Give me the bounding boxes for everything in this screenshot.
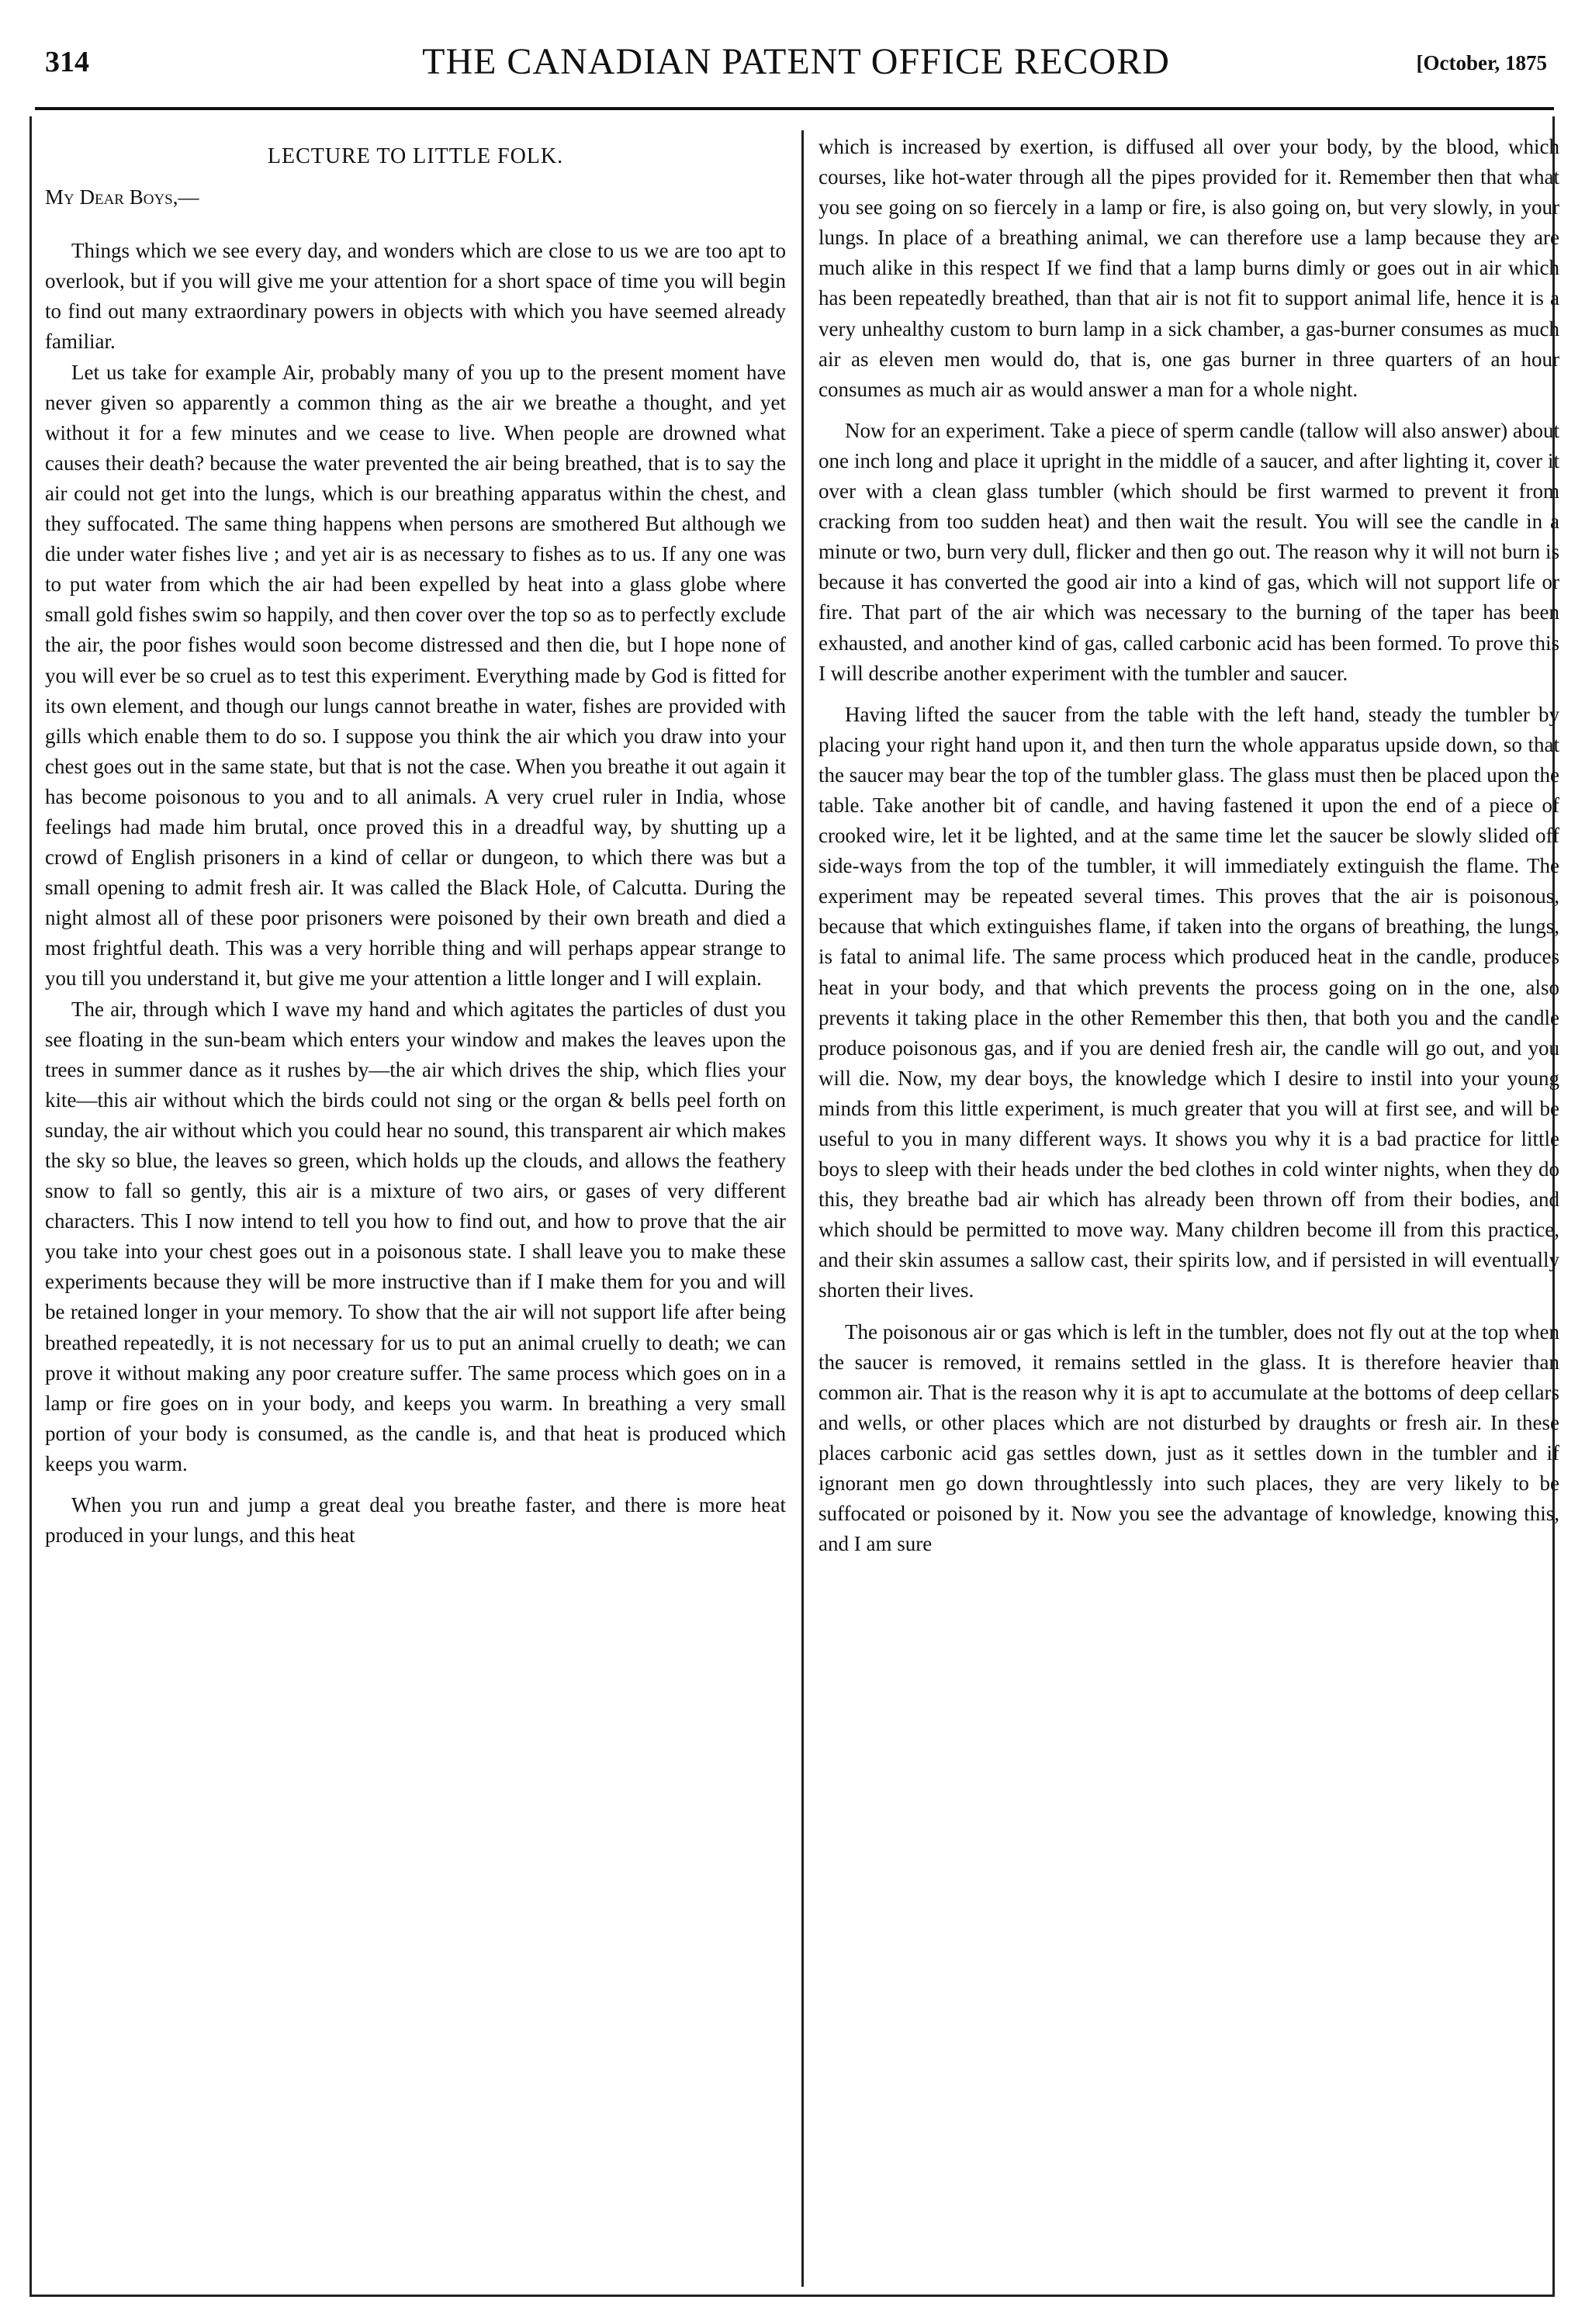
journal-title: THE CANADIAN PATENT OFFICE RECORD bbox=[422, 41, 1170, 82]
paragraph: The air, through which I wave my hand and which agitates the particles of dust you see floating in the sun-beam which enters your window and makes the leaves upon the trees in summer dance as it rushes by—the air which drives the ship, which flies your kite—this air without which the birds could not sing or the organ & bells peel forth on sunday, the air without which you could hear no sound, this transparent air which makes the sky so blue, the leaves so green, which holds up the clouds, and allows the feathery snow to fall so gently, this air is a mixture of two airs, or gases of very different characters. This I now intend to tell you how to find out, and how to prove that the air you take into your chest goes out in a poisonous state. I shall leave you to make these experiments because they will be more instructive than if I make them for you and will be retained longer in your memory. To show that the air will not support life after being breathed repeatedly, it is not necessary for us to put an animal cruelly to death; we can prove it without making any poor creature suffer. The same process which goes on in a lamp or fire goes on in your body, and keeps you warm. In breathing a very small portion of your body is consumed, as the candle is, and that heat is produced which keeps you warm. bbox=[45, 997, 786, 1475]
paragraph: Now for an experiment. Take a piece of sperm candle (tallow will also answer) about one inch long and place it upright in the middle of a saucer, and after lighting it, cover it over with a clean glass tumbler (which should be first warmed to prevent it from cracking from too sudden heat) and then wait the result. You will see the candle in a minute or two, burn very dull, flicker and then go out. The reason why it will not burn is because it has converted the good air into a kind of gas, which will not support life or fire. That part of the air which was necessary to the burning of the taper has been exhausted, and another kind of gas, called carbonic acid has been formed. To prove this I will describe another experiment with the tumbler and saucer. bbox=[818, 418, 1559, 685]
paragraph: Things which we see every day, and wonders which are close to us we are too apt to overlook, but if you will give me your attention for a short space of time you will begin to find out many extraordinary powers in objects with which you have seemed already familiar. bbox=[45, 239, 786, 354]
article-title: LECTURE TO LITTLE FOLK. bbox=[267, 144, 564, 168]
page-header bbox=[45, 31, 1547, 85]
paragraph: Having lifted the saucer from the table with the left hand, steady the tumbler by placing your right hand upon it, and then turn the whole apparatus upside down, so that the saucer may bear the top of the tumbler glass. The glass must then be placed upon the table. Take another bit of candle, and having fastened it upon the end of a piece of crooked wire, let it be lighted, and at the same time let the saucer be slowly slided off side-ways from the top of the tumbler, it will immediately extinguish the flame. The experiment may be repeated several times. This proves that the air is poisonous, because that which extinguishes flame, if taken into the organs of breathing, the lungs, is fatal to animal life. The same process which produced heat in the candle, produces heat in your body, and that which prevents the process going on in the one, also prevents it taking place in the other Remember this then, that both you and the candle produce poisonous gas, and if you are denied fresh air, the candle will go out, and you will die. Now, my dear boys, the knowledge which I desire to instil into your young minds from this little experiment, is much greater that you will at first see, and will be useful to you in many different ways. It shows you why it is a bad practice for little boys to sleep with their heads under the bed clothes in cold winter nights, when they do this, they breathe bad air which has already been thrown off from their bodies, and which should be permitted to move way. Many children become ill from this practice, and their skin assumes a sallow cast, their spirits low, and if persisted in will eventually shorten their lives. bbox=[818, 702, 1559, 1302]
paragraph: which is increased by exertion, is diffused all over your body, by the blood, which courses, like hot-water through all the pipes provided for it. Remember then that what you see going on so fiercely in a lamp or fire, is also going on, but very slowly, in your lungs. In place of a breathing animal, we can therefore use a lamp because they are much alike in this respect If we find that a lamp burns dimly or goes out in air which has been repeatedly breathed, than that air is not fit to support animal life, hence it is a very unhealthy custom to burn lamp in a sick chamber, a gas-burner consumes as much air as eleven men would do, that is, one gas burner in three quarters of an hour consumes as much air as would answer a man for a whole night. bbox=[818, 135, 1559, 401]
left-column bbox=[45, 132, 786, 1551]
column-divider bbox=[801, 130, 804, 2287]
right-column bbox=[818, 132, 1559, 1559]
paragraph: When you run and jump a great deal you breathe faster, and there is more heat produced in your lungs, and this heat bbox=[45, 1493, 786, 1548]
header-rule bbox=[35, 107, 1554, 110]
salutation: My Dear Boys,— bbox=[45, 185, 199, 209]
issue-date: [October, 1875 bbox=[1416, 51, 1547, 74]
paragraph: Let us take for example Air, probably many of you up to the present moment have never given so apparently a common thing as the air we breathe a thought, and yet without it for a few minutes and we cease to live. When people are drowned what causes their death? because the water prevented the air being breathed, that is to say the air could not get into the lungs, which is our breathing apparatus within the chest, and they suffocated. The same thing happens when persons are smothered But although we die under water fishes live ; and yet air is as necessary to fishes as to us. If any one was to put water from which the air had been expelled by heat into a glass globe where small gold fishes swim so happily, and then cover over the top so as to perfectly exclude the air, the poor fishes would soon become distressed and then die, but I hope none of you will ever be so cruel as to test this experiment. Everything made by God is fitted for its own element, and though our lungs cannot breathe in water, fishes are provided with gills which enable them to do so. I suppose you think the air which you draw into your chest goes out in the same state, but that is not the case. When you breathe it out again it has become poisonous to you and to all animals. A very cruel ruler in India, whose feelings had made him brutal, once proved this in a dreadful way, by shutting up a crowd of English prisoners in a kind of cellar or dungeon, to which there was but a small opening to admit fresh air. It was called the Black Hole, of Calcutta. During the night almost all of these poor prisoners were poisoned by their own breath and died a most frightful death. This was a very horrible thing and will perhaps appear strange to you till you understand it, but give me your attention a little longer and I will explain. bbox=[45, 360, 786, 991]
paragraph: The poisonous air or gas which is left in the tumbler, does not fly out at the top when the saucer is removed, it remains settled in the glass. It is therefore heavier than common air. That is the reason why it is apt to accumulate at the bottoms of deep cellars and wells, or other places which are not disturbed by draughts or fresh air. In these places carbonic acid gas settles down, just as it settles down in the tumbler and if ignorant men go down throughtlessly into such places, they are very likely to be suffocated or poisoned by it. Now you see the advantage of knowledge, knowing this, and I am sure bbox=[818, 1319, 1559, 1556]
page-number: 314 bbox=[45, 46, 89, 78]
